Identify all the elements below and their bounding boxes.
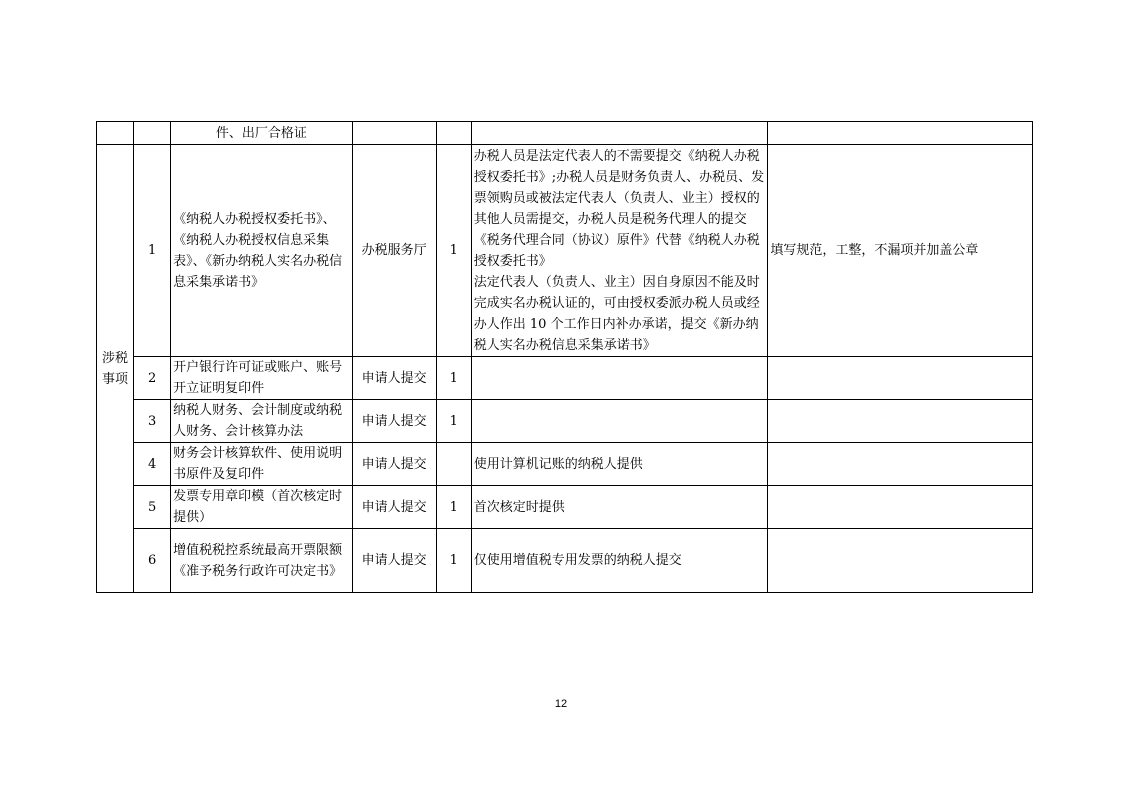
copies-cell: 1 [436,145,471,357]
material-cell: 纳税人财务、会计制度或纳税人财务、会计核算办法 [171,400,352,443]
material-cell: 财务会计核算软件、使用说明书原件及复印件 [171,443,352,486]
table-row [97,357,1033,400]
table-row [97,529,1033,593]
requirements-cell [768,400,1033,443]
materials-table [96,121,1033,593]
requirements-cell [768,443,1033,486]
requirements-cell [768,122,1033,145]
number-cell: 1 [134,145,171,357]
source-cell: 办税服务厅 [352,145,436,357]
material-cell: 《纳税人办税授权委托书》、《纳税人办税授权信息采集表》、《新办纳税人实名办税信息采集承诺书》 [171,145,352,357]
source-cell: 申请人提交 [352,529,436,593]
copies-cell: 1 [436,400,471,443]
number-cell: 6 [134,529,171,593]
material-cell: 件、出厂合格证 [171,122,352,145]
number-cell: 3 [134,400,171,443]
source-cell [352,122,436,145]
source-cell: 申请人提交 [352,486,436,529]
requirements-cell [768,486,1033,529]
source-cell: 申请人提交 [352,400,436,443]
copies-cell [436,443,471,486]
category-cell [97,122,134,145]
table-row [97,145,1033,357]
notes-cell: 仅使用增值税专用发票的纳税人提交 [471,529,768,593]
number-cell: 2 [134,357,171,400]
requirements-cell: 填写规范，工整，不漏项并加盖公章 [768,145,1033,357]
source-cell: 申请人提交 [352,357,436,400]
page-number: 12 [554,698,568,710]
notes-cell: 办税人员是法定代表人的不需要提交《纳税人办税授权委托书》;办税人员是财务负责人、办税员、发票领购员或被法定代表人（负责人、业主）授权的其他人员需提交，办税人员是税务代理人的提交《税务代理合同（协议）原件》代替《纳税人办税授权委托书》 法定代表人（负责人、业主）因自身原因不能及时完成实名办税认证的，可由授权委派办税人员或经办人作出 10 个工作日内补办承诺，提交《新办纳税人实名办税信息采集承诺书》 [471,145,768,357]
copies-cell: 1 [436,357,471,400]
notes-cell [471,122,768,145]
number-cell: 5 [134,486,171,529]
notes-cell: 首次核定时提供 [471,486,768,529]
copies-cell: 1 [436,529,471,593]
notes-cell [471,357,768,400]
source-cell: 申请人提交 [352,443,436,486]
material-cell: 增值税税控系统最高开票限额《准予税务行政许可决定书》 [171,529,352,593]
number-cell: 4 [134,443,171,486]
material-cell: 开户银行许可证或账户、账号开立证明复印件 [171,357,352,400]
number-cell [134,122,171,145]
copies-cell [436,122,471,145]
table-row [97,400,1033,443]
copies-cell: 1 [436,486,471,529]
table-row [97,443,1033,486]
notes-cell [471,400,768,443]
table-row [97,486,1033,529]
category-cell: 涉税事项 [97,145,134,593]
requirements-cell [768,529,1033,593]
notes-cell: 使用计算机记账的纳税人提供 [471,443,768,486]
material-cell: 发票专用章印模（首次核定时提供） [171,486,352,529]
table-row-continuation [97,122,1033,145]
requirements-cell [768,357,1033,400]
